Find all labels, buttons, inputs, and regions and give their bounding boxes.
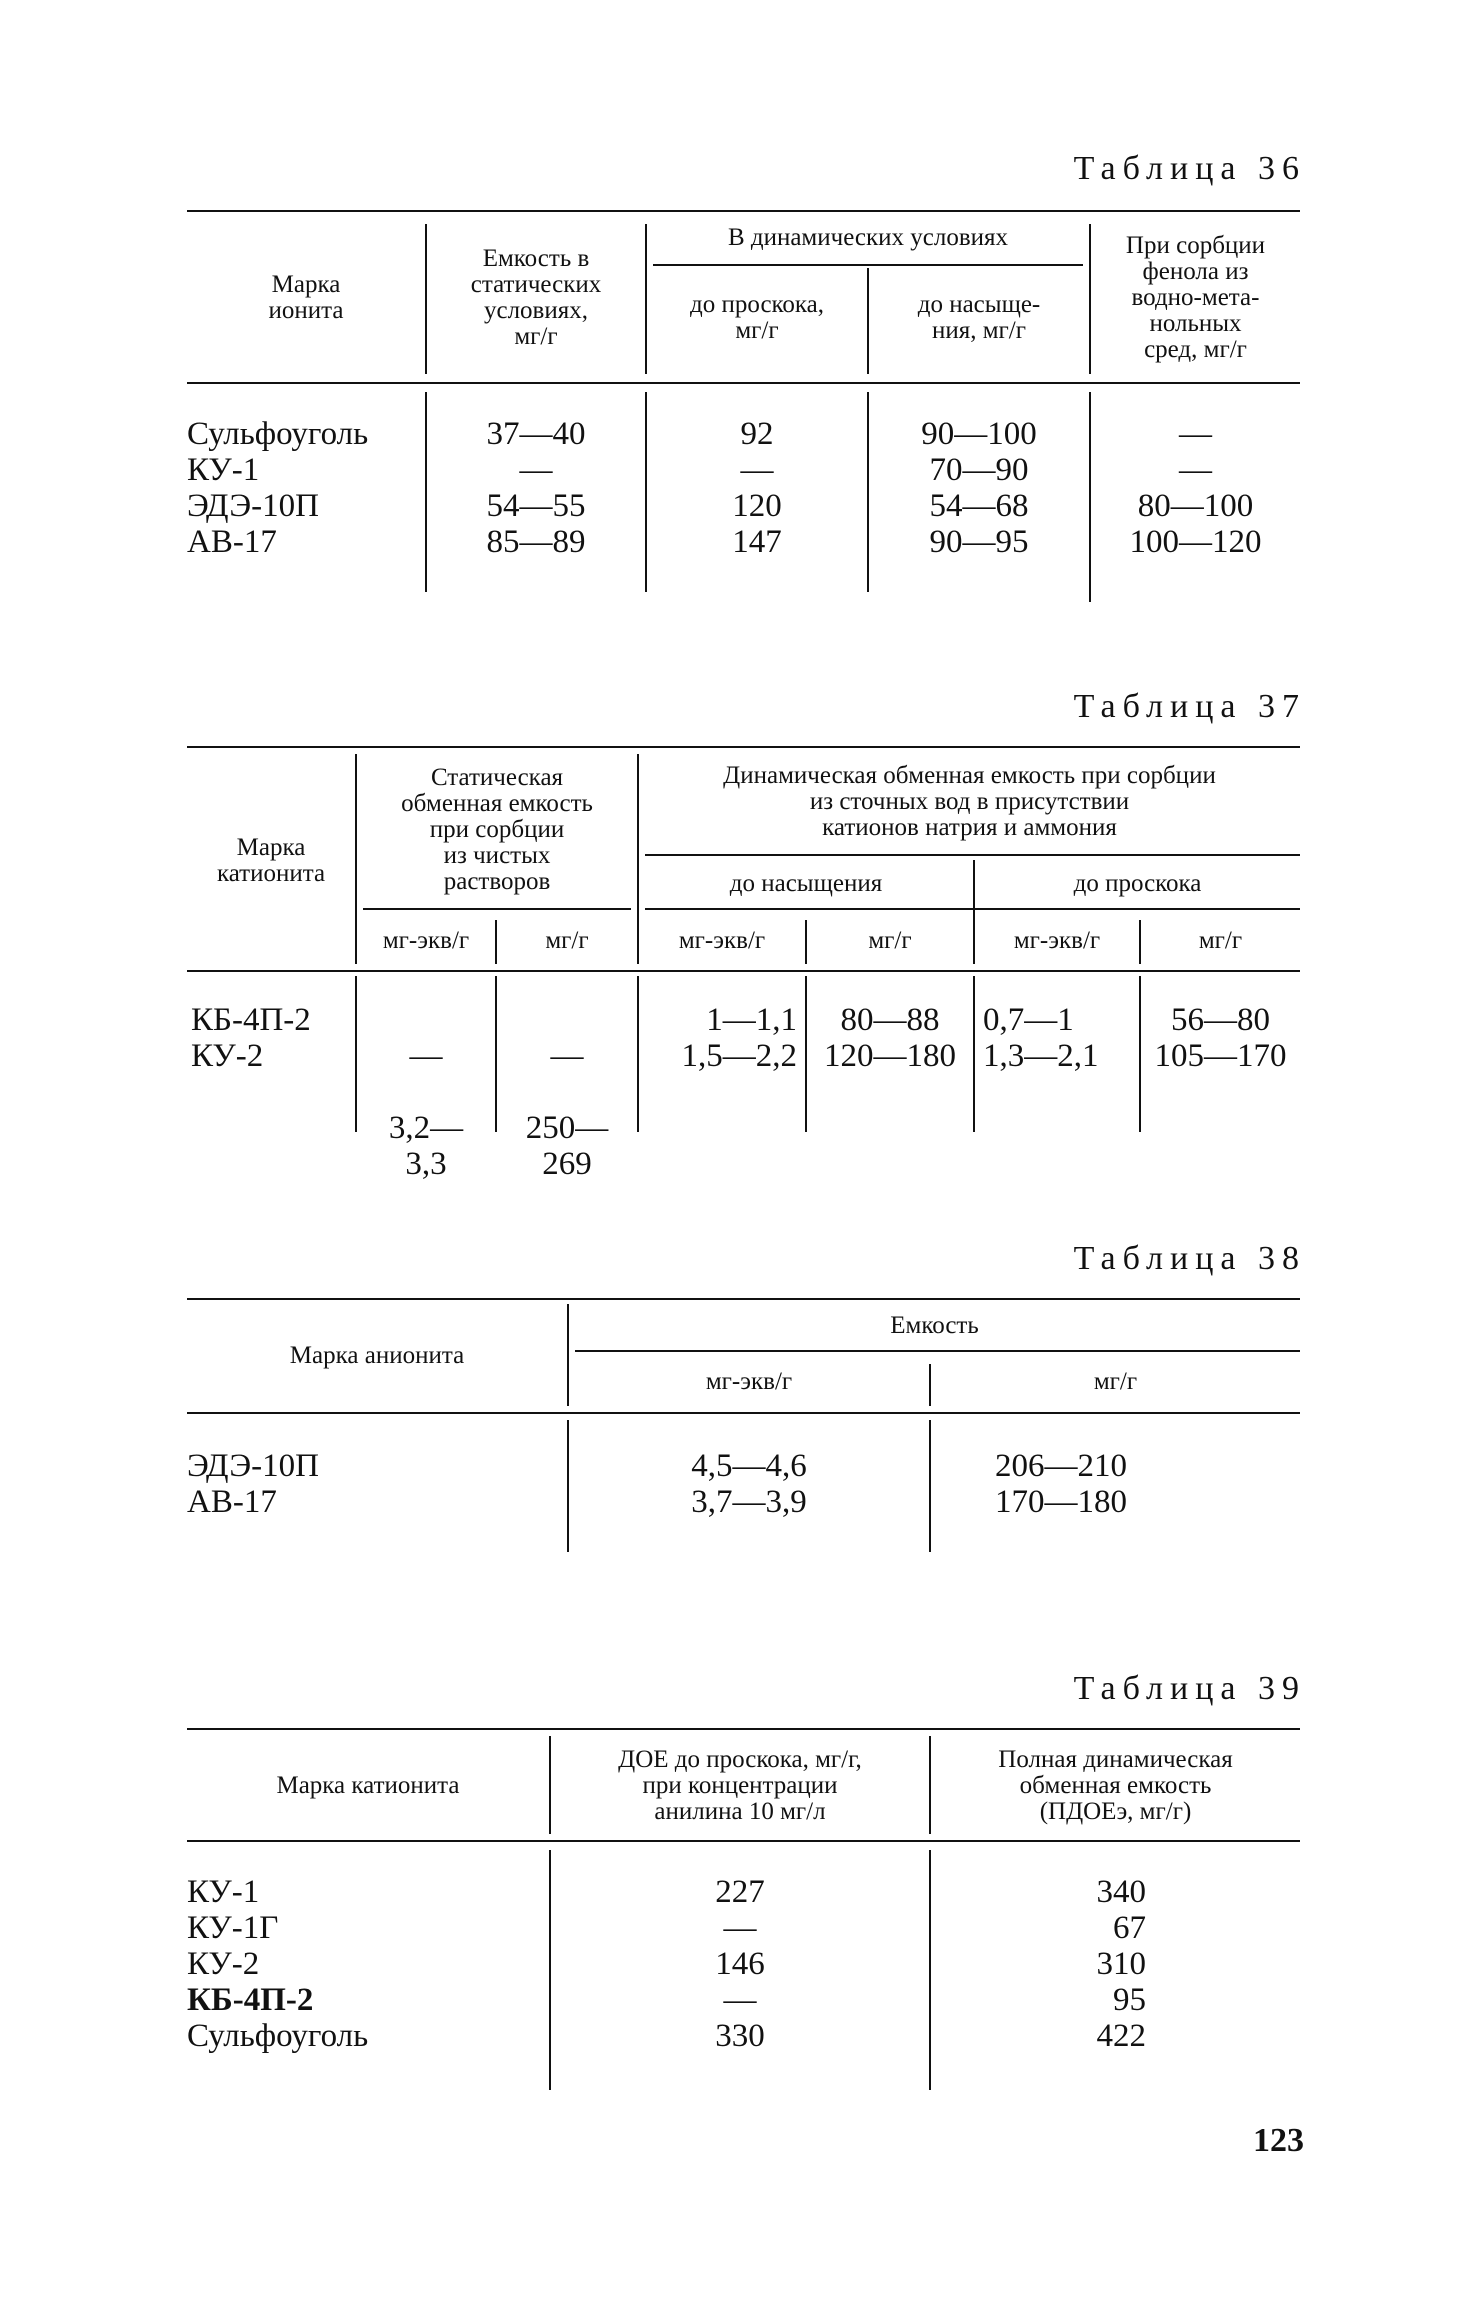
cell-mark: ЭДЭ-10П — [187, 1448, 319, 1484]
header-unit-eq: мг-экв/г — [1013, 927, 1101, 954]
column-saturation-mg — [807, 1002, 973, 1074]
cell-value: 340 — [1096, 1874, 1146, 1910]
cell-value: 146 — [715, 1946, 765, 1982]
header-phenol: При сорбции фенола из водно-мета- нольных сред, мг/г — [1125, 232, 1266, 363]
cell-value: — — [1179, 452, 1212, 488]
cell-mark: КУ-2 — [191, 1038, 264, 1074]
header-dynamic: В динамических условиях — [727, 224, 1009, 251]
header-mark: Марка анионита — [289, 1342, 465, 1369]
header-static: Статическая обменная емкость при сорбции из чистых растворов — [401, 764, 593, 895]
table-37-caption: Таблица 37 — [1073, 688, 1306, 725]
header-mark: Марка катионита — [276, 1772, 460, 1799]
cell-value: 37—40 — [486, 416, 586, 452]
header-dynamic: Динамическая обменная емкость при сорбции из сточных вод в присутствии катионов натрия и аммония — [723, 762, 1216, 841]
cell-value: 100—120 — [1129, 524, 1262, 560]
cell-mark: АВ-17 — [187, 524, 277, 560]
header-breakthrough: до проскока — [1073, 870, 1202, 897]
cell-value: 1,3—2,1 — [983, 1038, 1099, 1074]
header-mark: Марка ионита — [268, 271, 344, 324]
cell-value: — — [723, 1910, 757, 1946]
header-unit-mg: мг/г — [1198, 927, 1243, 954]
cell-value: 105—170 — [1154, 1038, 1287, 1074]
cell-mark: ЭДЭ-10П — [187, 488, 319, 524]
cell-value: 310 — [1096, 1946, 1146, 1982]
column-divider — [973, 976, 975, 1132]
column-mg — [931, 1448, 1191, 1520]
table-rule — [187, 382, 1300, 384]
cell-value: 90—95 — [929, 524, 1029, 560]
header-saturation: до насыще- ния, мг/г — [917, 291, 1041, 344]
table-36 — [187, 210, 1300, 600]
cell-mark: КБ-4П-2 — [187, 1982, 314, 2018]
header-unit-eq: мг-экв/г — [382, 927, 470, 954]
table-36-caption: Таблица 36 — [1073, 150, 1306, 187]
header-unit-mg: мг/г — [868, 927, 912, 954]
table-38-caption: Таблица 38 — [1073, 1240, 1306, 1277]
column-phenol — [1091, 416, 1300, 560]
cell-mark: Сульфоуголь — [187, 2018, 369, 2054]
cell-value: 170—180 — [995, 1484, 1127, 1520]
cell-value: 56—80 — [1171, 1002, 1270, 1038]
cell-mark: КУ-2 — [187, 1946, 260, 1982]
cell-value: — — [519, 452, 553, 488]
cell-value: 1,5—2,2 — [681, 1038, 797, 1074]
table-37 — [187, 746, 1300, 1182]
cell-value: 4,5—4,6 — [691, 1448, 807, 1484]
column-saturation-eq — [639, 1002, 797, 1074]
cell-value: 3,7—3,9 — [691, 1484, 807, 1520]
table-rule — [187, 1298, 1300, 1300]
column-mark — [187, 416, 425, 560]
cell-value: 422 — [1096, 2018, 1146, 2054]
cell-value: 80—100 — [1137, 488, 1254, 524]
header-doe: ДОЕ до проскока, мг/г, при концентрации анилина 10 мг/л — [618, 1746, 862, 1825]
header-unit-mg: мг/г — [1093, 1368, 1138, 1395]
cell-value: 95 — [1113, 1982, 1146, 2018]
cell-value: 80—88 — [840, 1002, 940, 1038]
column-breakthrough — [647, 416, 867, 560]
cell-value: 85—89 — [486, 524, 586, 560]
cell-mark: КУ-1Г — [187, 1910, 279, 1946]
header-unit-eq: мг-экв/г — [678, 927, 766, 954]
column-doe — [551, 1874, 929, 2054]
cell-value: — — [409, 1038, 443, 1074]
header-subrule — [645, 908, 1300, 910]
cell-value: — — [740, 452, 774, 488]
cell-value: 147 — [732, 524, 782, 560]
table-rule — [187, 1728, 1300, 1730]
cell-value: 3,2— 3,3 — [388, 1110, 464, 1182]
cell-value: 206—210 — [995, 1448, 1127, 1484]
cell-value: 54—68 — [929, 488, 1029, 524]
table-rule — [187, 746, 1300, 748]
page-number: 123 — [1253, 2122, 1304, 2159]
table-39 — [187, 1728, 1300, 2098]
cell-value: — — [723, 1982, 757, 2018]
table-rule — [187, 1412, 1300, 1414]
cell-value: — — [1179, 416, 1212, 452]
header-unit-eq: мг-экв/г — [705, 1368, 793, 1395]
cell-value: 67 — [1113, 1910, 1146, 1946]
table-38 — [187, 1298, 1300, 1558]
cell-value: 0,7—1 — [983, 1002, 1074, 1038]
cell-mark: КУ-1 — [187, 1874, 260, 1910]
header-saturation: до насыщения — [729, 870, 883, 897]
cell-mark: АВ-17 — [187, 1484, 277, 1520]
cell-mark: Сульфоуголь — [187, 416, 369, 452]
column-static-eq — [357, 1002, 495, 1218]
table-rule — [187, 1840, 1300, 1842]
header-mark: Марка катионита — [216, 834, 326, 887]
header-subrule — [363, 908, 631, 910]
cell-value: 54—55 — [486, 488, 586, 524]
cell-mark: КБ-4П-2 — [191, 1002, 311, 1038]
header-unit-mg: мг/г — [545, 927, 589, 954]
column-saturation — [869, 416, 1089, 560]
cell-value: 70—90 — [929, 452, 1029, 488]
cell-value: 250— 269 — [525, 1110, 609, 1182]
cell-mark: КУ-1 — [187, 452, 260, 488]
cell-value: 227 — [715, 1874, 765, 1910]
cell-value: 1—1,1 — [706, 1002, 797, 1038]
header-static: Емкость в статических условиях, мг/г — [470, 245, 602, 350]
table-rule — [187, 210, 1300, 212]
column-mark — [191, 1002, 355, 1074]
cell-value: 92 — [740, 416, 774, 452]
header-capacity: Емкость — [890, 1312, 979, 1339]
table-rule — [187, 970, 1300, 972]
cell-value: 120 — [732, 488, 782, 524]
column-pdoe — [931, 1874, 1146, 2054]
column-mark — [187, 1874, 549, 2054]
cell-value: 90—100 — [921, 416, 1037, 452]
cell-value: 120—180 — [824, 1038, 956, 1074]
cell-value: 330 — [715, 2018, 765, 2054]
column-breakthrough-eq — [983, 1002, 1139, 1074]
column-eq — [569, 1448, 929, 1520]
cell-value: — — [550, 1038, 584, 1074]
column-static — [427, 416, 645, 560]
column-static-mg — [497, 1002, 637, 1218]
header-subrule — [645, 854, 1300, 856]
column-breakthrough-mg — [1141, 1002, 1300, 1074]
header-subrule — [575, 1350, 1300, 1352]
header-pdoe: Полная динамическая обменная емкость (ПДОЕэ, мг/г) — [998, 1746, 1233, 1825]
header-subrule — [653, 264, 1083, 266]
header-breakthrough: до проскока, мг/г — [689, 291, 825, 344]
column-mark — [187, 1448, 567, 1520]
table-39-caption: Таблица 39 — [1073, 1670, 1306, 1707]
